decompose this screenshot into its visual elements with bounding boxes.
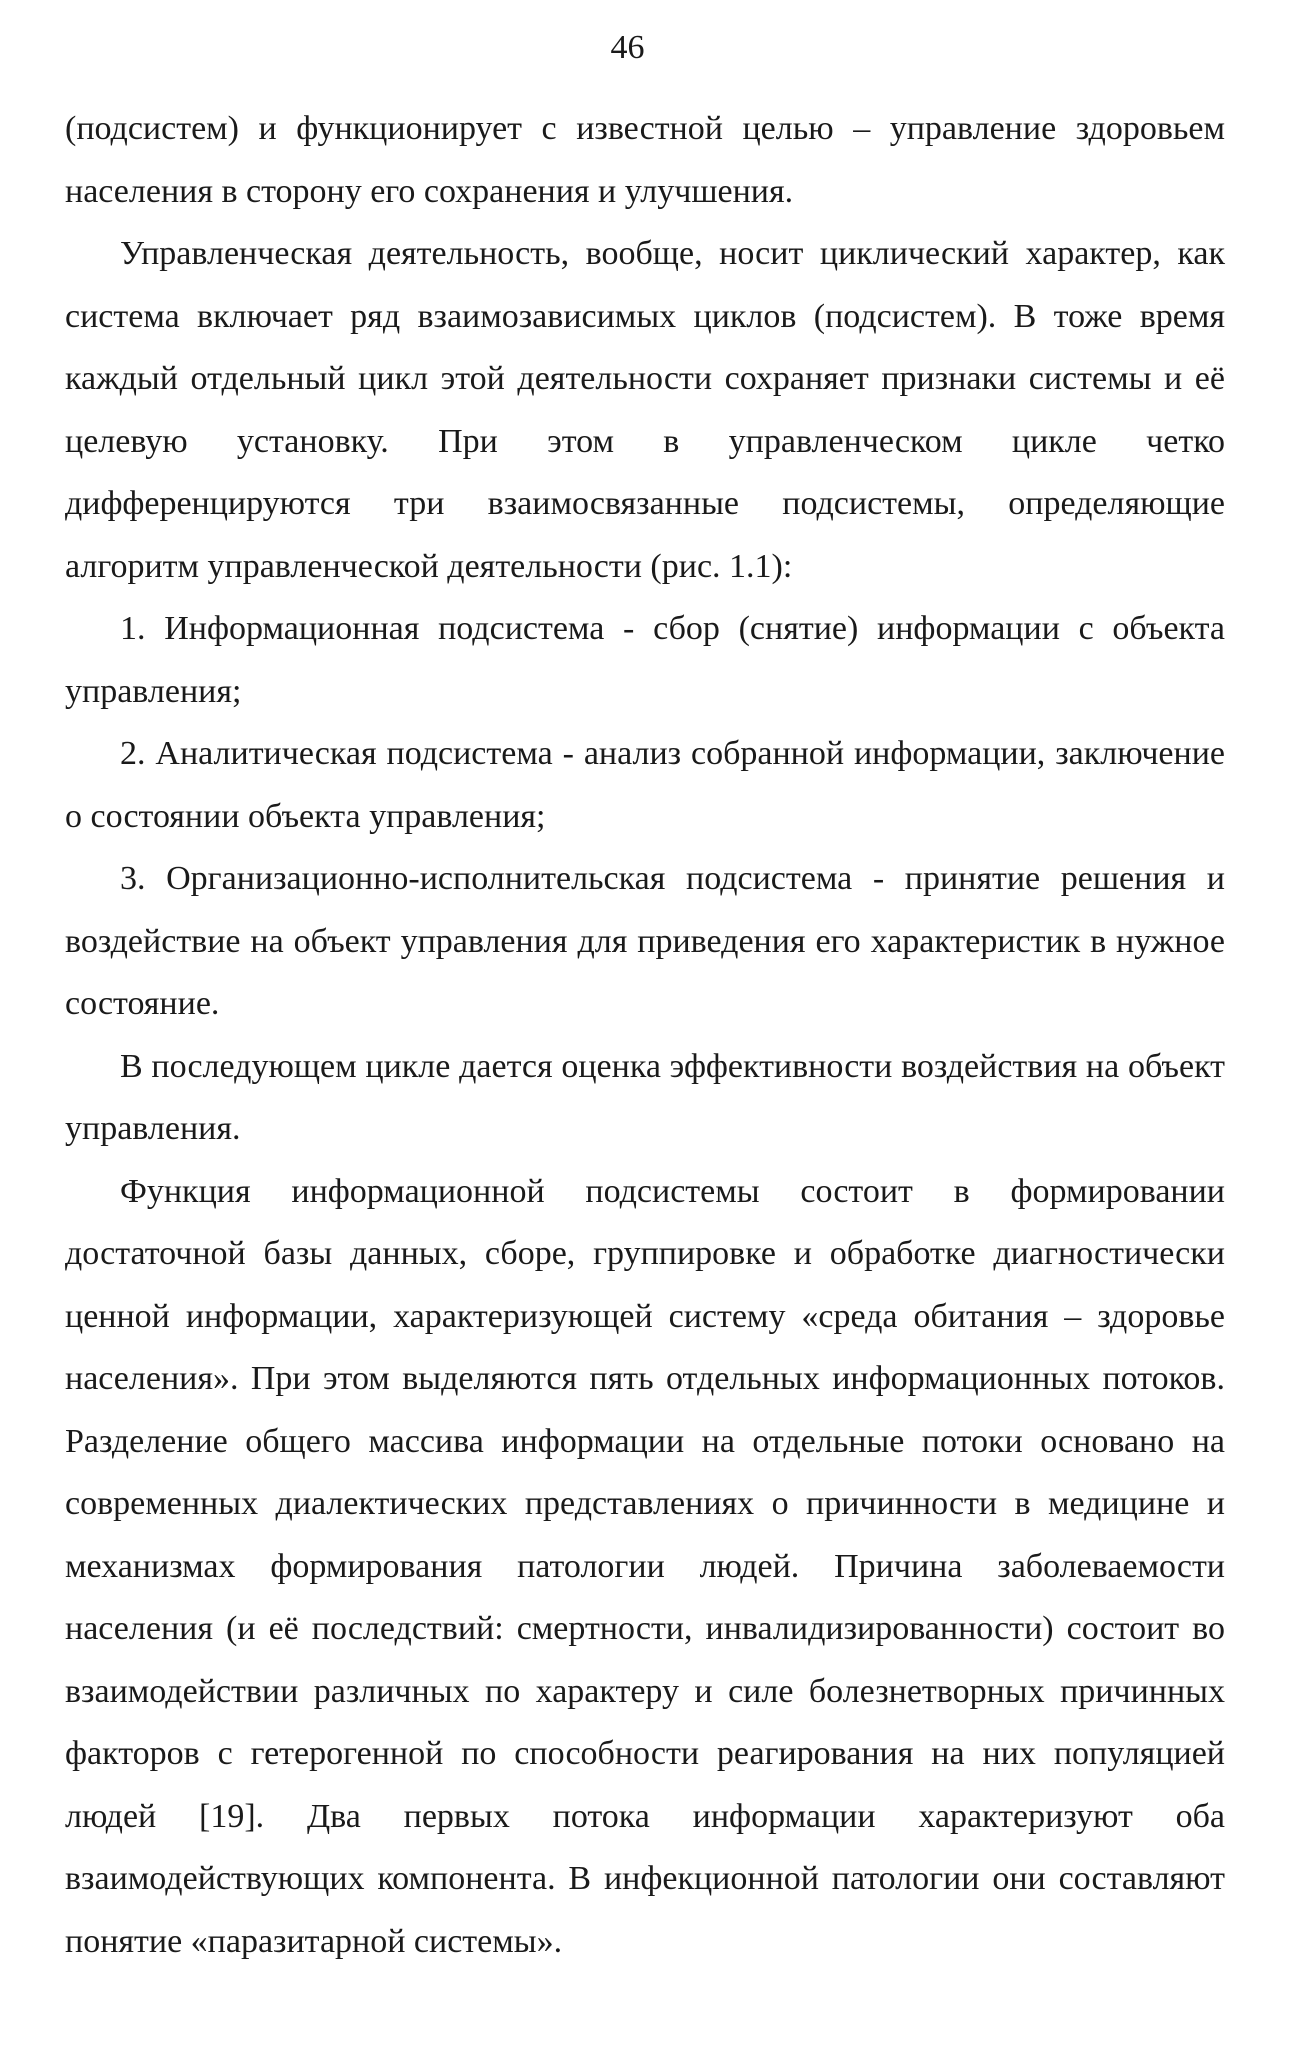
list-item: 3. Организационно-исполнительская подсистема - принятие решения и воздействие на объект управления для приведения его характеристик в нужное состояние. xyxy=(65,860,1225,1022)
list-item: 2. Аналитическая подсистема - анализ собранной информации, заключение о состоянии объекта управления; xyxy=(65,735,1225,835)
paragraph: (подсистем) и функционирует с известной целью – управление здоровьем населения в сторону его сохранения и улучшения. xyxy=(65,110,1225,210)
text-body xyxy=(65,98,1225,1973)
paragraph: В последующем цикле дается оценка эффективности воздействия на объект управления. xyxy=(65,1047,1225,1147)
page-number: 46 xyxy=(610,29,645,66)
paragraph: Функция информационной подсистемы состоит в формировании достаточной базы данных, сборе, группировке и обработке диагностически ценной информации, характеризующей систему «среда обитания – здоровье населения». При этом выделяются пять отдельных информационных потоков. Разделение общего массива информации на отдельные потоки основано на современных диалектических представлениях о причинности в медицине и механизмах формирования патологии людей. Причина заболеваемости населения (и её последствий: смертности, инвалидизированности) состоит во взаимодействии различных по характеру и силе болезнетворных причинных факторов с гетерогенной по способности реагирования на них популяцией людей [19]. Два первых потока информации характеризуют оба взаимодействующих компонента. В инфекционной патологии они составляют понятие «паразитарной системы». xyxy=(65,1172,1225,1960)
paragraph: Управленческая деятельность, вообще, носит циклический характер, как система включает ряд взаимозависимых циклов (подсистем). В тоже время каждый отдельный цикл этой деятельности сохраняет признаки системы и её целевую установку. При этом в управленческом цикле четко дифференцируются три взаимосвязанные подсистемы, определяющие алгоритм управленческой деятельности (рис. 1.1): xyxy=(65,235,1225,585)
list-item: 1. Информационная подсистема - сбор (снятие) информации с объекта управления; xyxy=(65,610,1225,710)
